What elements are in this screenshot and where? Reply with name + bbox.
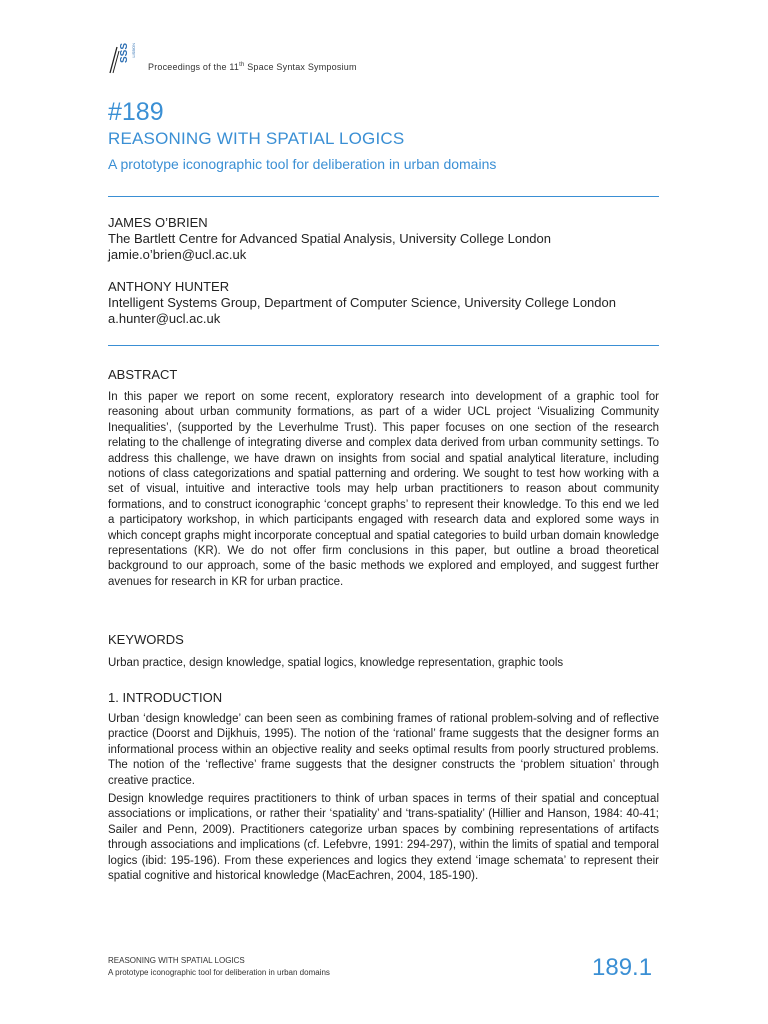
paper-number: #189: [108, 98, 164, 126]
author-block: [108, 279, 616, 327]
keywords-text: Urban practice, design knowledge, spatial logics, knowledge representation, graphic tools: [108, 657, 564, 669]
author-affiliation: Intelligent Systems Group, Department of Computer Science, University College London: [108, 295, 616, 310]
logo-subtext: LISBON: [131, 43, 136, 58]
author-block: [108, 215, 551, 263]
sss-logo: [108, 43, 142, 73]
abstract-heading: ABSTRACT: [108, 367, 178, 382]
introduction-paragraph: Urban ‘design knowledge’ can been seen as combining frames of rational problem-solving and of reflective practice (Doorst and Dijkhuis, 1995). The notion of the ‘rational’ frame suggests that the designer forms an informational process within an objective reality and seeks optimal results from poorly structured problems. The notion of the ‘reflective’ frame suggests that the designer constructs the ‘problem situation’ through creative practice.: [108, 713, 659, 787]
author-email[interactable]: a.hunter@ucl.ac.uk: [108, 311, 221, 326]
divider-top: [108, 196, 659, 197]
introduction-heading: 1. INTRODUCTION: [108, 690, 223, 705]
proceedings-header: Proceedings of the 11th Space Syntax Symposium: [148, 62, 357, 72]
introduction-paragraph: Design knowledge requires practitioners to think of urban spaces in terms of their spatial and conceptual associations or implications, or rather their ‘spatiality’ and ‘trans-spatiality’ (Hillier and Hanson, 1984: 40-41; Sailer and Penn, 2009). Practitioners categorize urban spaces by combining representations of artifacts through associations and implications (cf. Lefebvre, 1991: 294-297), within the limits of spatial and temporal logics (ibid: 195-196). From these experiences and logics they extend ‘image schemata’ to represent their spatial cognitive and historical knowledge (MacEachren, 2004, 185-190).: [108, 793, 659, 883]
footer-title: REASONING WITH SPATIAL LOGICS: [108, 956, 245, 965]
author-name: JAMES O’BRIEN: [108, 215, 208, 230]
author-name: ANTHONY HUNTER: [108, 279, 230, 294]
paper-subtitle: A prototype iconographic tool for deliberation in urban domains: [108, 156, 497, 172]
author-affiliation: The Bartlett Centre for Advanced Spatial Analysis, University College London: [108, 231, 551, 246]
page-number: 189.1: [592, 954, 653, 981]
footer-subtitle: A prototype iconographic tool for deliberation in urban domains: [108, 968, 330, 977]
abstract-text: In this paper we report on some recent, exploratory research into development of a graphic tool for reasoning about urban community formations, as part of a wider UCL project ‘Visualizing Community Inequalities’, (supported by the Leverhulme Trust). This paper focuses on one section of the research relating to the challenge of integrating diverse and complex data derived from urban community settings. To address this challenge, we have drawn on insights from social and spatial analytical literature, including notions of class categorizations and spatial patterning and ordering. We sought to test how working with a set of visual, intuitive and interactive tools may help urban practitioners to reason about community formations, and to construct iconographic ‘concept graphs’ to represent their knowledge. To this end we led a participatory workshop, in which participants engaged with research data and explored some ways in which concept graphs might incorporate conceptual and spatial categories to build urban domain knowledge representations (KR). We do not offer firm conclusions in this paper, but outline a broad theoretical background to our approach, some of the basic methods we explored and employed, and suggest further avenues for research in KR for urban practice.: [108, 391, 659, 588]
author-email[interactable]: jamie.o’brien@ucl.ac.uk: [108, 247, 247, 262]
logo-text: SSS: [119, 43, 130, 64]
paper-title: REASONING WITH SPATIAL LOGICS: [108, 129, 405, 148]
keywords-heading: KEYWORDS: [108, 632, 184, 647]
divider-bottom: [108, 345, 659, 346]
